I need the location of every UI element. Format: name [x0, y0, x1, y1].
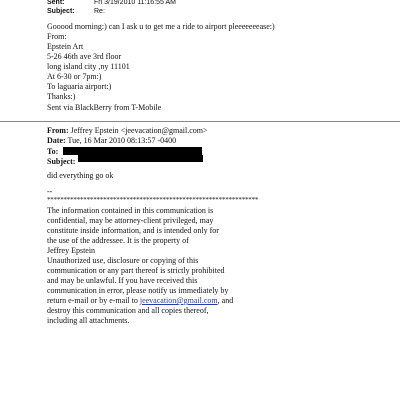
- from-row: [47, 126, 208, 136]
- dashes-line: --: [47, 187, 53, 196]
- stars-divider: [47, 196, 258, 204]
- date-row: [47, 136, 208, 146]
- subject-label-2: Subject:: [47, 156, 76, 166]
- message-line: 5-26 46th ave 3rd floor: [47, 52, 122, 61]
- email-suffix: , and: [217, 296, 234, 305]
- message-line: At 6-30 or 7pm:): [47, 72, 102, 81]
- dashes: [47, 187, 52, 196]
- redaction-bar: [78, 155, 203, 162]
- disclaimer-line: confidential, may be attorney-client privileged, may: [47, 216, 214, 225]
- quoted-body: [47, 171, 113, 181]
- disclaimer: [47, 206, 233, 326]
- disclaimer-line: communication or any part thereof is strictly prohibited: [47, 266, 225, 275]
- message-separator: [0, 121, 400, 122]
- signature-line: Sent via BlackBerry from T-Mobile: [47, 103, 162, 112]
- disclaimer-line: and may be unlawful. If you have received this: [47, 276, 198, 285]
- disclaimer-line: the use of the addressee. It is the property of: [47, 236, 189, 245]
- redaction-bar: [63, 147, 202, 155]
- message-line: Epstein Art: [47, 42, 84, 51]
- sent-label: Sent:: [47, 0, 65, 6]
- date-label: Date:: [47, 136, 66, 146]
- message-line: Gooood morning:) can I ask u to get me a ride to airport pleeeeeeease:): [47, 22, 275, 31]
- disclaimer-line: constitute inside information, and is intended only for: [47, 226, 219, 235]
- stars-line: ****************************************************************: [47, 196, 259, 204]
- disclaimer-line: Jeffrey Epstein: [47, 246, 96, 255]
- disclaimer-line: communication in error, please notify us immediately by: [47, 286, 229, 295]
- message-line: From:: [47, 32, 67, 41]
- email-prefix: return e-mail or by e-mail to: [47, 296, 140, 305]
- date-value: Tue, 16 Mar 2010 08:13:57 -0400: [67, 136, 177, 146]
- message-line: Thanks:): [47, 92, 76, 101]
- subject-value: Re:: [94, 8, 105, 15]
- to-label: To:: [47, 146, 59, 156]
- message-body: [47, 22, 275, 102]
- disclaimer-line: destroy this communication and all copies thereof,: [47, 306, 209, 315]
- disclaimer-line: Unauthorized use, disclosure or copying of this: [47, 256, 199, 265]
- subject-label: Subject:: [47, 8, 75, 15]
- disclaimer-line: The information contained in this communication is: [47, 206, 214, 215]
- from-label: From:: [47, 126, 69, 135]
- message-line: To laguaria airport:): [47, 82, 112, 91]
- from-value: Jeffrey Epstein <jeevacation@gmail.com>: [70, 126, 208, 135]
- email-link[interactable]: jeevacation@gmail.com: [139, 296, 218, 305]
- body-line: did everything go ok: [47, 171, 114, 180]
- message-line: long island city ,ny 11101: [47, 62, 130, 71]
- disclaimer-email-line: [47, 296, 233, 306]
- signature: [47, 103, 161, 113]
- disclaimer-line: including all attachments.: [47, 316, 130, 325]
- sent-value: Fri 3/19/2010 11:16:55 AM: [94, 0, 176, 6]
